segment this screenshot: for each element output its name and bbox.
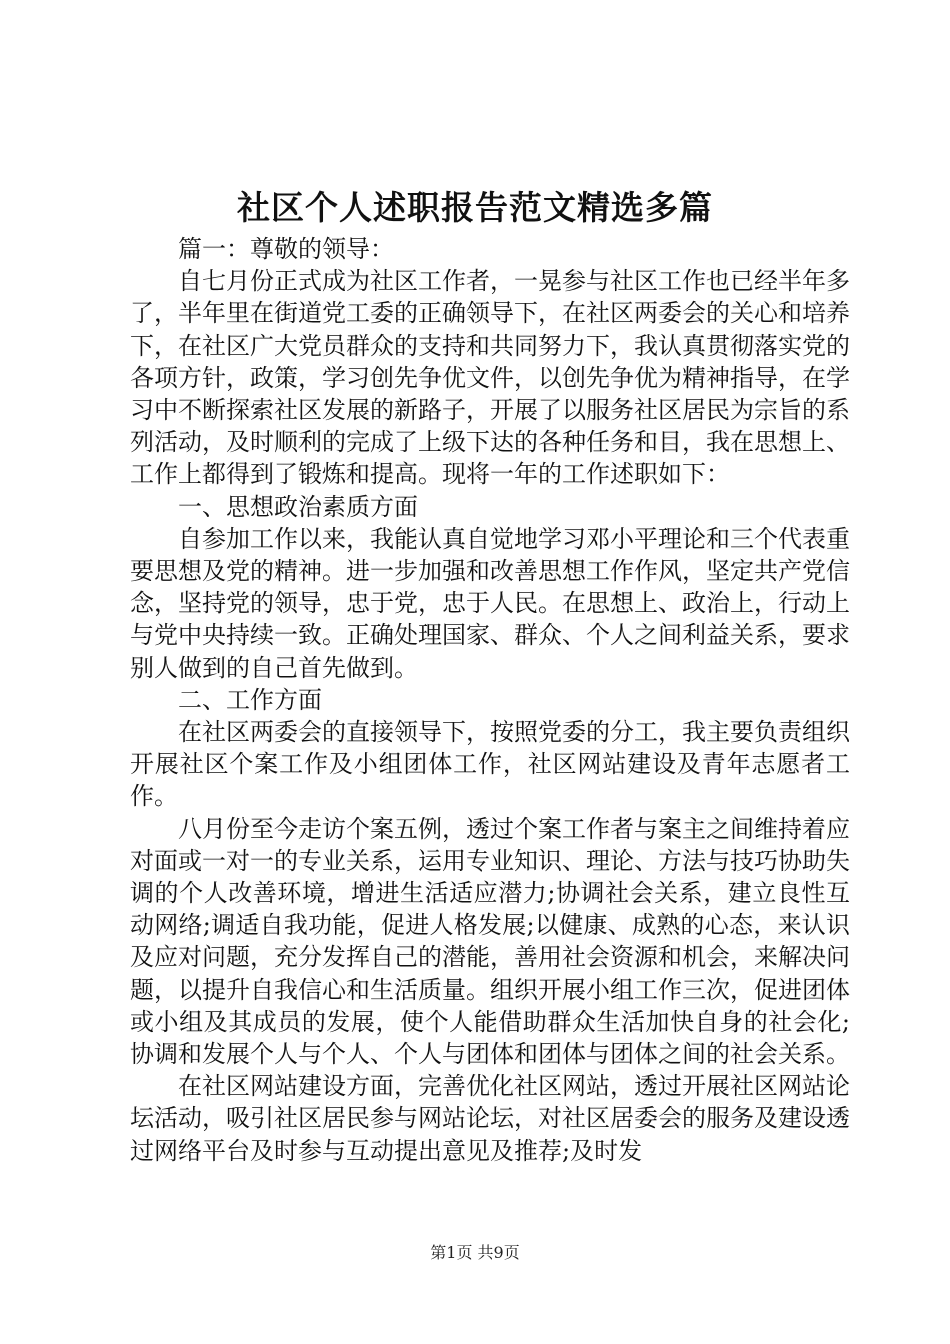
paragraph: 在社区两委会的直接领导下，按照党委的分工，我主要负责组织开展社区个案工作及小组团体工作，社区网站建设及青年志愿者工作。	[130, 718, 850, 811]
section-heading: 一、思想政治素质方面	[178, 492, 418, 521]
section-heading: 二、工作方面	[178, 685, 322, 714]
page-number-footer: 第1页 共9页	[430, 1243, 520, 1262]
paragraph: 自参加工作以来，我能认真自觉地学习邓小平理论和三个代表重要思想及党的精神。进一步加强和改善思想工作作风，坚定共产党信念，坚持党的领导，忠于党，忠于人民。在思想上、政治上，行动上与党中央持续一致。正确处理国家、群众、个人之间利益关系，要求别人做到的自己首先做到。	[130, 524, 850, 682]
paragraph: 八月份至今走访个案五例，透过个案工作者与案主之间维持着应对面或一对一的专业关系，运用专业知识、理论、方法与技巧协助失调的个人改善环境，增进生活适应潜力;协调社会关系，建立良性互动网络;调适自我功能，促进人格发展;以健康、成熟的心态，来认识及应对问题，充分发挥自己的潜能，善用社会资源和机会，来解决问题，以提升自我信心和生活质量。组织开展小组工作三次，促进团体或小组及其成员的发展，使个人能借助群众生活加快自身的社会化;协调和发展个人与个人、个人与团体和团体与团体之间的社会关系。	[130, 814, 850, 1069]
paragraph: 篇一：尊敬的领导：	[178, 235, 394, 263]
document-title: 社区个人述职报告范文精选多篇	[237, 188, 713, 227]
document-body	[130, 233, 850, 1167]
paragraph: 自七月份正式成为社区工作者，一晃参与社区工作也已经半年多了，半年里在街道党工委的正确领导下，在社区两委会的关心和培养下，在社区广大党员群众的支持和共同努力下，我认真贯彻落实党的各项方针，政策，学习创先争优文件，以创先争优为精神指导，在学习中不断探索社区发展的新路子，开展了以服务社区居民为宗旨的系列活动，及时顺利的完成了上级下达的各种任务和目，我在思想上、工作上都得到了锻炼和提高。现将一年的工作述职如下：	[130, 267, 850, 489]
paragraph: 在社区网站建设方面，完善优化社区网站，透过开展社区网站论坛活动，吸引社区居民参与网站论坛，对社区居委会的服务及建设透过网络平台及时参与互动提出意见及推荐;及时发	[130, 1072, 850, 1165]
